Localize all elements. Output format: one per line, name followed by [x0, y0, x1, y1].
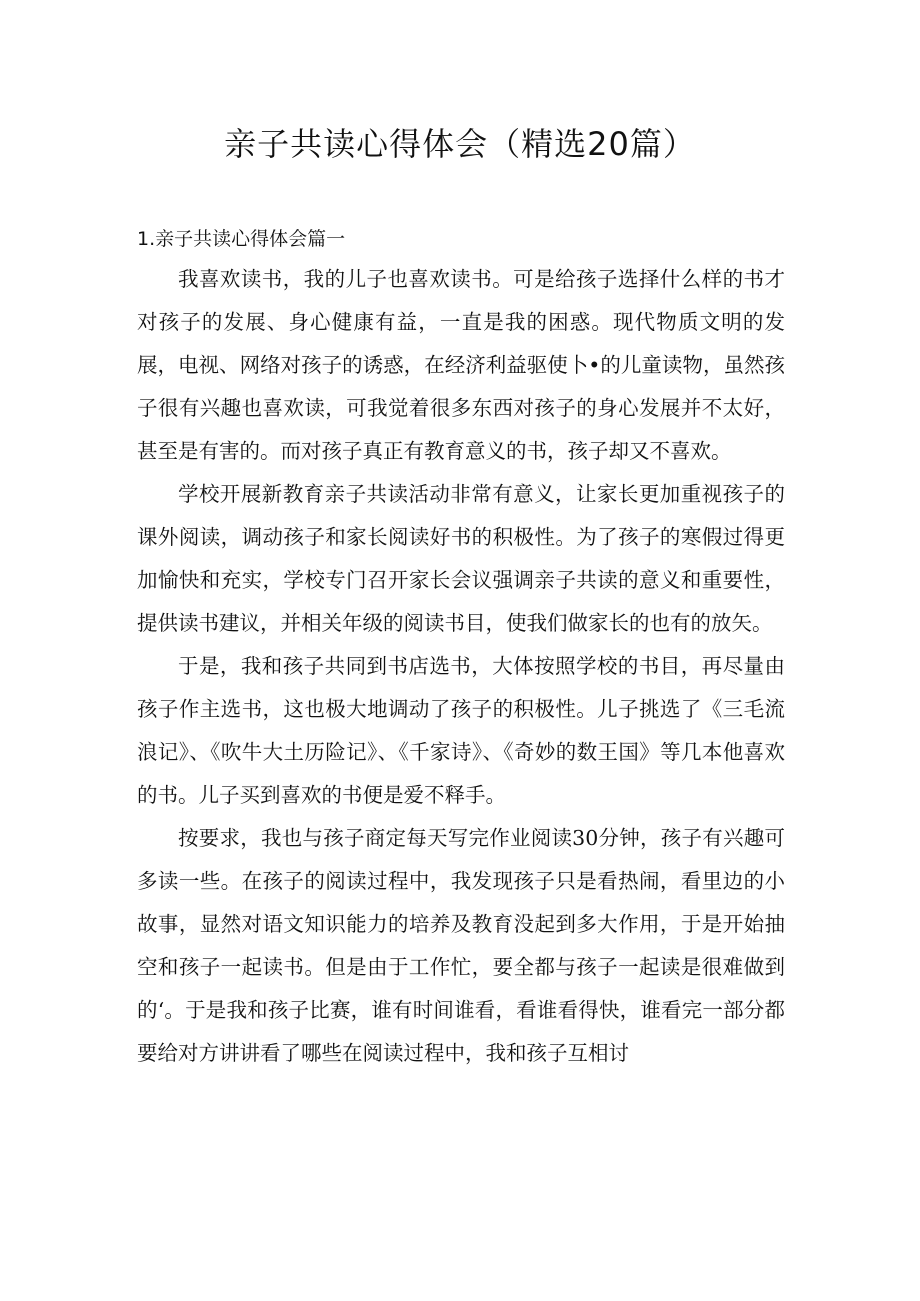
paragraph: 按要求，我也与孩子商定每天写完作业阅读30分钟，孩子有兴趣可多读一些。在孩子的阅读过程中，我发现孩子只是看热闹，看里边的小故事，显然对语文知识能力的培养及教育没起到多大作用，于是开始抽空和孩子一起读书。但是由于工作忙，要全都与孩子一起读是很难做到的‘。于是我和孩子比赛，谁有时间谁看，看谁看得快，谁看完一部分都要给对方讲讲看了哪些在阅读过程中，我和孩子互相讨: [137, 826, 785, 1065]
document-title: 亲子共读心得体会（精选20篇）: [224, 125, 696, 163]
paragraph: 于是，我和孩子共同到书店选书，大体按照学校的书目，再尽量由孩子作主选书，这也极大地调动了孩子的积极性。儿子挑选了《三毛流浪记》、《吹牛大土历险记》、《千家诗》、《奇妙的数王国》等几本他喜欢的书。儿子买到喜欢的书便是爱不释手。: [137, 654, 785, 807]
section-heading: 1.亲子共读心得体会篇一: [137, 228, 346, 250]
article-body: [137, 258, 785, 1075]
paragraph: 学校开展新教育亲子共读活动非常有意义，让家长更加重视孩子的课外阅读，调动孩子和家长阅读好书的积极性。为了孩子的寒假过得更加愉快和充实，学校专门召开家长会议强调亲子共读的意义和重要性，提供读书建议，并相关年级的阅读书目，使我们做家长的也有的放矢。: [137, 482, 785, 635]
paragraph: 我喜欢读书，我的儿子也喜欢读书。可是给孩子选择什么样的书才对孩子的发展、身心健康有益，一直是我的困惑。现代物质文明的发展，电视、网络对孩子的诱惑，在经济利益驱使卜•的儿童读物，虽然孩子很有兴趣也喜欢读，可我觉着很多东西对孩子的身心发展并不太好，甚至是有害的。而对孩子真正有教育意义的书，孩子却又不喜欢。: [137, 267, 785, 463]
